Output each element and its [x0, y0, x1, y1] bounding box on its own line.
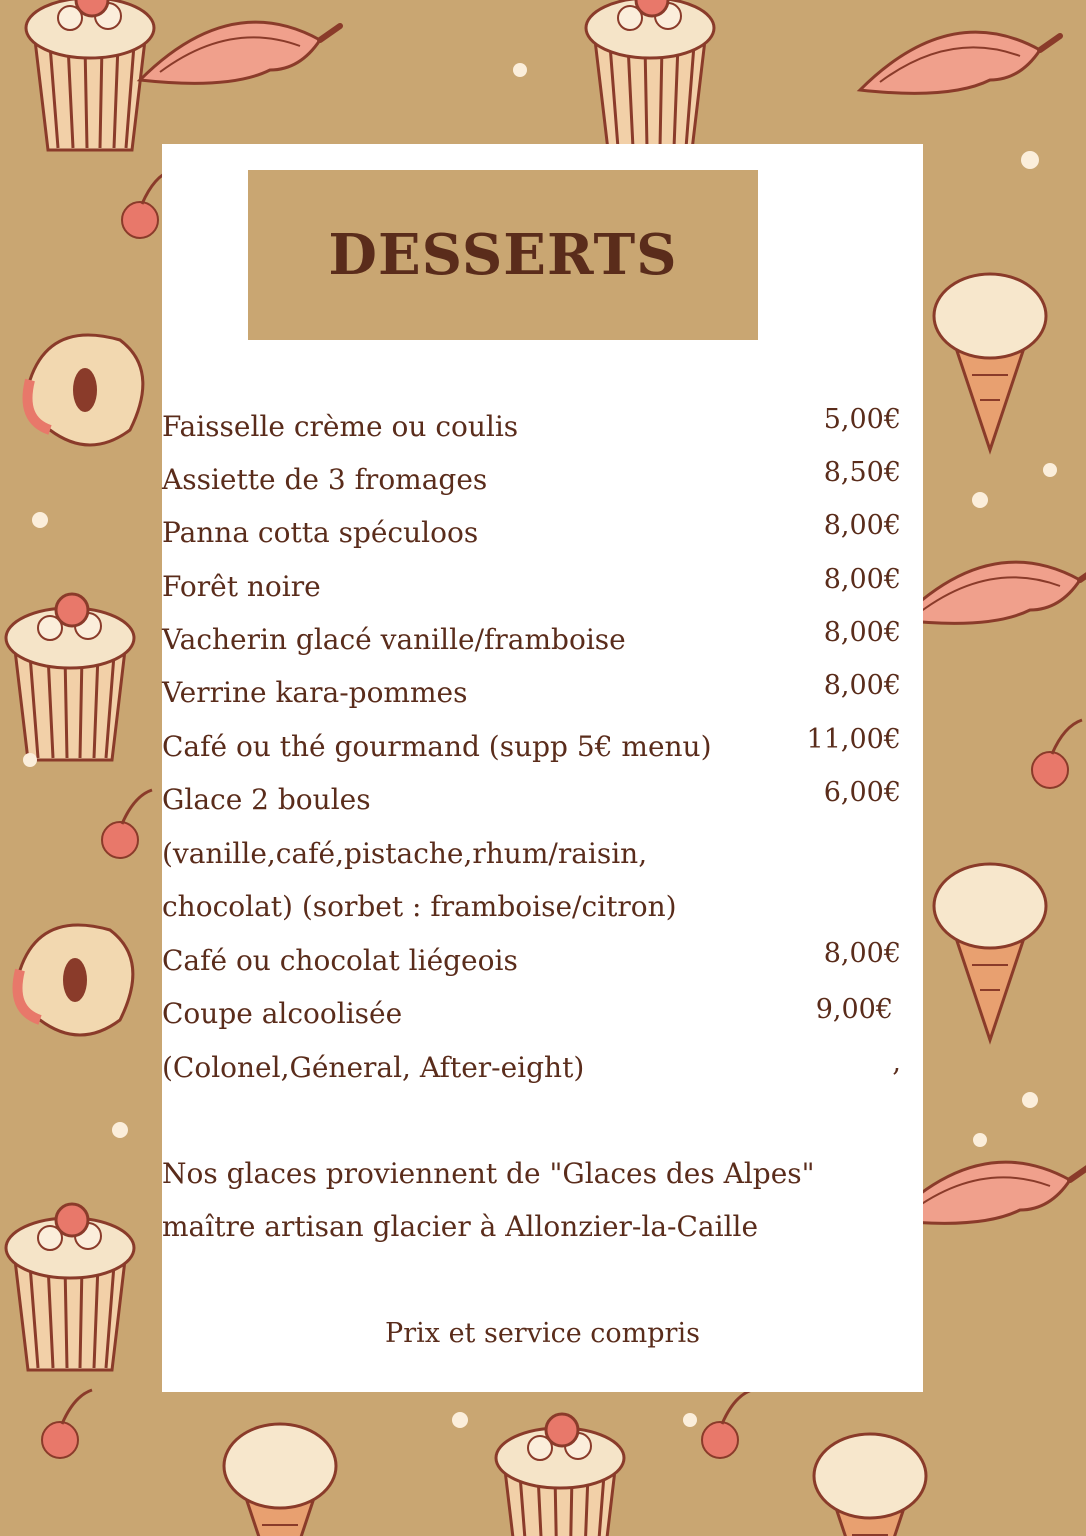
menu-item-name: Panna cotta spéculoos [162, 516, 479, 549]
menu-item-price: 5,00€ [823, 404, 901, 435]
menu-item-price: 8,00€ [823, 510, 901, 541]
menu-card [162, 144, 923, 1392]
menu-item-detail: (Colonel,Géneral, After-eight) [162, 1051, 585, 1084]
menu-item-price: , [892, 1047, 901, 1078]
menu-item-price: 8,50€ [823, 457, 901, 488]
menu-item-price: 9,00€ [815, 994, 893, 1025]
menu-item-name: Assiette de 3 fromages [162, 463, 488, 496]
menu-item-name: Verrine kara-pommes [162, 676, 468, 709]
menu-item-name: Faisselle crème ou coulis [162, 410, 519, 443]
menu-item-name: Coupe alcoolisée [162, 997, 403, 1030]
menu-item-price: 8,00€ [823, 564, 901, 595]
menu-item-price: 8,00€ [823, 670, 901, 701]
menu-item-price: 6,00€ [823, 777, 901, 808]
menu-item-name: Vacherin glacé vanille/framboise [162, 623, 626, 656]
menu-item-price: 11,00€ [806, 724, 901, 755]
title-banner [248, 170, 758, 340]
menu-item-detail: (vanille,café,pistache,rhum/raisin, [162, 837, 648, 870]
note-line: Nos glaces proviennent de "Glaces des Alpes" [162, 1157, 815, 1190]
menu-item-name: Café ou thé gourmand (supp 5€ menu) [162, 730, 712, 763]
menu-item-price: 8,00€ [823, 617, 901, 648]
page-title: DESSERTS [328, 222, 678, 288]
menu-item-detail: chocolat) (sorbet : framboise/citron) [162, 890, 677, 923]
menu-item-name: Café ou chocolat liégeois [162, 944, 518, 977]
menu-item-name: Forêt noire [162, 570, 321, 603]
menu-item-name: Glace 2 boules [162, 783, 371, 816]
menu-item-price: 8,00€ [823, 938, 901, 969]
footer-text: Prix et service compris [385, 1318, 700, 1349]
note-line: maître artisan glacier à Allonzier-la-Caille [162, 1210, 759, 1243]
